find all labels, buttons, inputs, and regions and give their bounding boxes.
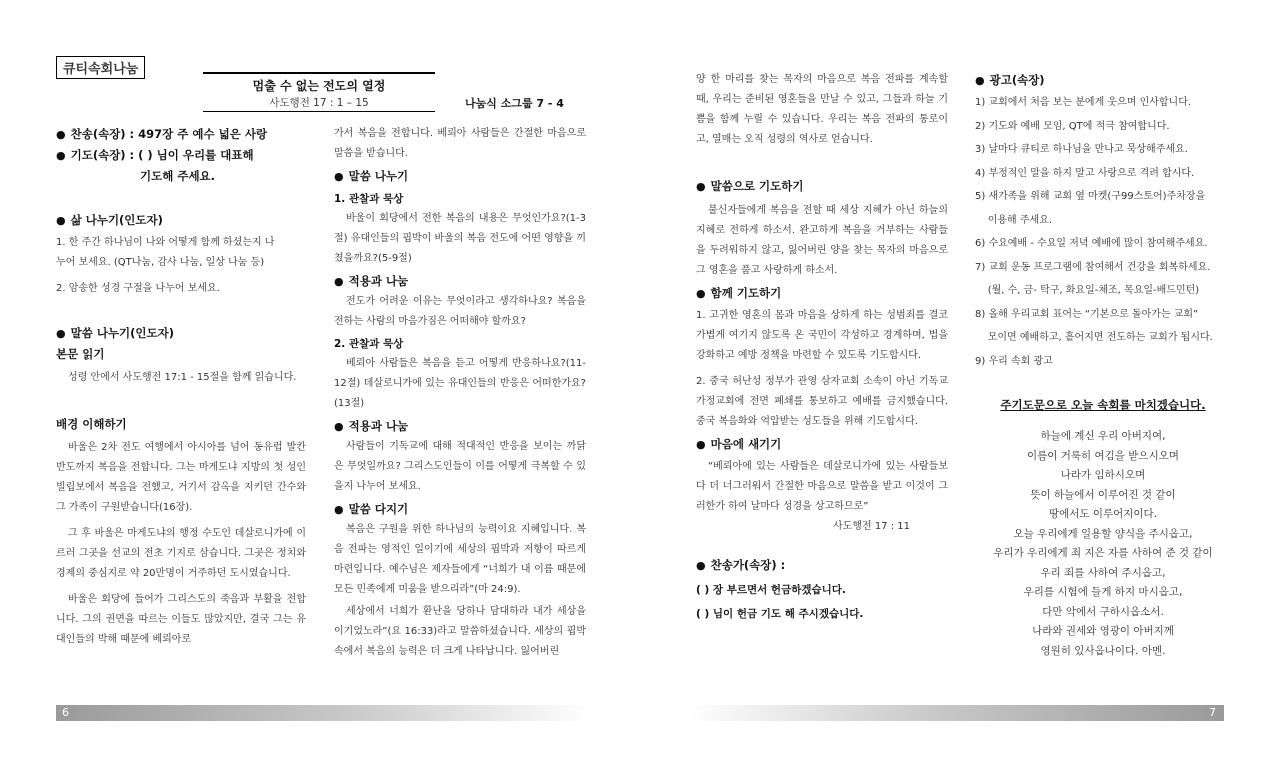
lords-prayer-line: 우리가 우리에게 죄 지은 자를 사하여 준 것 같이 <box>993 547 1213 559</box>
background-heading: 배경 이해하기 <box>56 417 127 431</box>
lords-prayer <box>975 427 1231 661</box>
page-header-box <box>56 56 145 79</box>
prayer-line: ● 기도(속장) : ( ) 님이 우리를 대표해 <box>56 145 306 166</box>
lords-prayer-line: 영원히 있사옵나이다. 아멘. <box>1040 644 1166 657</box>
offering-line: ( ) 장 부르면서 헌금하겠습니다. <box>696 584 846 596</box>
application-2-heading: ● 적용과 나눔 <box>334 416 586 437</box>
announcement-item: 7) 교회 운동 프로그램에 참여해서 건강을 회복하세요. <box>975 261 1211 273</box>
word-sharing-heading: ● 말씀 나누기(인도자) <box>56 323 306 344</box>
announcement-item: 9) 우리 속회 광고 <box>975 355 1053 367</box>
scripture-reference: 사도행전 17 : 1 – 15 <box>269 97 369 109</box>
lords-prayer-line: 다만 악에서 구하시옵소서. <box>1042 605 1164 618</box>
commit-paragraph-2: 세상에서 너희가 환난을 당하나 담대하라 내가 세상을 이기었노라”(요 16:33)라고 말씀하셨습니다. 세상의 핍박 속에서 복음의 능력은 더 크게 나타납니다. 잃어버린 <box>334 606 586 657</box>
header-box-label: 큐티속회나눔 <box>63 62 139 77</box>
left-column-2 <box>334 124 586 662</box>
title-bottom-rule <box>203 111 435 112</box>
prayer-topic-1: 1. 고귀한 영혼의 몸과 마음을 상하게 하는 성범죄를 결코 가볍게 여기지 않도록 온 국민이 각성하고 경계하며, 법을 강화하고 예방 정책을 마련할 수 있도록 기도합시다. <box>696 310 948 361</box>
announcement-item: 4) 부정적인 말을 하지 말고 사랑으로 격려 합시다. <box>975 167 1195 179</box>
left-footer-bar <box>56 705 590 721</box>
announcement-item: 3) 날마다 큐티로 하나님을 만나고 묵상해주세요. <box>975 144 1188 155</box>
pray-together-heading: ● 함께 기도하기 <box>696 283 948 304</box>
observation-2-heading: 2. 관찰과 묵상 <box>334 338 404 350</box>
read-text-heading: 본문 읽기 <box>56 347 105 361</box>
announcement-item: 5) 새가족을 위해 교회 옆 마켓(구99스토어)주차장을 <box>975 191 1206 202</box>
lords-prayer-line: 우리 죄를 사하여 주시옵고, <box>1040 566 1166 579</box>
commit-heading: ● 말씀 다지기 <box>334 499 586 520</box>
read-text-body: 성령 안에서 사도행전 17:1 - 15절을 함께 읽습니다. <box>68 372 297 383</box>
heart-heading: ● 마음에 새기기 <box>696 434 948 455</box>
prayer-line-2: 기도해 주세요. <box>140 169 216 183</box>
right-page-number: 7 <box>1209 706 1216 719</box>
right-column-1 <box>696 70 948 624</box>
lords-prayer-line: 이름이 거룩히 여김을 받으시오며 <box>1026 449 1179 462</box>
commit-paragraph-1: 복음은 구원을 위한 하나님의 능력이요 지혜입니다. 복음 전파는 영적인 일이기에 세상의 핍박과 저항이 따르게 마련입니다. 예수님은 제자들에게 “너희가 내 이름 때문에 모든 민족에게 미움을 받으리라”(마 24:9). <box>334 524 586 595</box>
lords-prayer-line: 땅에서도 이루어지이다. <box>1048 508 1158 520</box>
pray-word-heading: ● 말씀으로 기도하기 <box>696 176 948 197</box>
announcement-item: 모이면 예배하고, 흩어지면 전도하는 교회가 됩시다. <box>975 332 1213 343</box>
announcement-item: (월, 수, 금- 탁구, 화요일-체조, 목요일-배드민턴) <box>975 285 1200 296</box>
left-page-number: 6 <box>62 706 69 719</box>
left-column-1 <box>56 124 306 650</box>
application-1-text: 전도가 어려운 이유는 무엇이라고 생각하나요? 복음을 전하는 사람의 마음가짐은 어떠해야 할까요? <box>334 296 586 327</box>
pray-word-text: 불신자들에게 복음을 전할 때 세상 지혜가 아닌 하늘의 지혜로 전하게 하소서. 완고하게 복음을 거부하는 사람들을 두려워하지 않고, 잃어버린 양을 찾는 목자의 마음으로 그 영혼을 품고 사랑하게 하소서. <box>696 205 948 276</box>
page-title: 멈출 수 없는 전도의 열정 <box>252 79 386 93</box>
announcement-item: 6) 수요예배 - 수요일 저녁 예배에 많이 참여해주세요. <box>975 238 1208 249</box>
life-item-1-cont: 누어 보세요. (QT나눔, 감사 나눔, 일상 나눔 등) <box>56 257 265 268</box>
observation-1-text: 바울이 회당에서 전한 복음의 내용은 무엇인가요?(1-3절) 유대인들의 핍박이 바울의 복음 전도에 어떤 영향을 끼쳤을까요?(5-9절) <box>334 213 586 264</box>
background-paragraph-1: 바울은 2차 전도 여행에서 아시아를 넘어 동유럽 발칸반도까지 복음을 전합니다. 그는 마게도냐 지방의 첫 성인 빌립보에서 복음을 전했고, 거기서 감옥을 지키던 간수와 그 가족이 구원받습니다(16장). <box>56 442 306 513</box>
announcement-item: 2) 기도와 예배 모임, QT에 적극 참여합니다. <box>975 120 1170 132</box>
life-item-2: 2. 암송한 성경 구절을 나누어 보세요. <box>56 283 220 294</box>
background-paragraph-3: 바울은 회당에 들어가 그리스도의 죽음과 부활을 전합니다. 그의 권면을 따르는 이들도 많았지만, 결국 그는 유대인들의 박해 때문에 베뢰아로 <box>56 594 306 645</box>
title-top-rule <box>203 72 435 74</box>
offering-prayer-line: ( ) 님이 헌금 기도 해 주시겠습니다. <box>696 608 864 620</box>
hymn-line: ● 찬송(속장) : 497장 주 예수 넓은 사랑 <box>56 124 306 145</box>
closing-heading: 주기도문으로 오늘 속회를 마치겠습니다. <box>1000 398 1206 412</box>
announcement-item: 8) 올해 우리교회 표어는 “기본으로 돌아가는 교회” <box>975 308 1199 320</box>
right-footer-bar <box>690 705 1224 721</box>
col2-intro: 가서 복음을 전합니다. 베뢰아 사람들은 간절한 마음으로 말씀을 받습니다. <box>334 128 586 159</box>
background-paragraph-2: 그 후 바울은 마게도냐의 행정 수도인 데살로니가에 이르러 그곳을 선교의 전초 기지로 삼습니다. 그곳은 정치와 경제의 중심지로 약 20만명이 거주하던 도시였습니다. <box>56 528 306 579</box>
right-column-2 <box>975 70 1231 661</box>
lords-prayer-line: 나라가 임하시오며 <box>1060 469 1146 481</box>
observation-1-heading: 1. 관찰과 묵상 <box>334 193 404 205</box>
announcement-item: 1) 교회에서 처음 보는 분에게 웃으며 인사합니다. <box>975 97 1192 108</box>
memory-verse-ref: 사도행전 17 : 11 <box>833 521 910 532</box>
announcements-list <box>975 93 1231 375</box>
lords-prayer-line: 오늘 우리에게 일용할 양식을 주시옵고, <box>1013 527 1193 540</box>
application-1-heading: ● 적용과 나눔 <box>334 271 586 292</box>
share-heading: ● 말씀 나누기 <box>334 166 586 187</box>
application-2-text: 사람들이 기독교에 대해 적대적인 반응을 보이는 까닭은 무엇일까요? 그리스도인들이 이를 어떻게 극복할 수 있을지 나누어 보세요. <box>334 441 586 492</box>
lords-prayer-line: 뜻이 하늘에서 이루어진 것 같이 <box>1030 488 1176 501</box>
lords-prayer-line: 하늘에 계신 우리 아버지여, <box>1040 430 1166 442</box>
memory-verse: “베뢰아에 있는 사람들은 데살로니가에 있는 사람들보다 더 너그러워서 간절한 마음으로 말씀을 받고 이것이 그러한가 하여 날마다 성경을 상고하므로” <box>696 461 948 512</box>
lords-prayer-line: 우리를 시험에 들게 하지 마시옵고, <box>1023 586 1183 598</box>
announcement-item: 이용해 주세요. <box>975 214 1053 226</box>
life-sharing-heading: ● 삶 나누기(인도자) <box>56 210 306 231</box>
prayer-topic-2: 2. 중국 허난성 정부가 관영 삼자교회 소속이 아닌 기독교 가정교회에 전면 폐쇄를 통보하고 예배를 금지했습니다. 중국 복음화와 억압받는 성도들을 위해 기도합시다. <box>696 376 948 427</box>
col3-intro: 양 한 마리를 찾는 목자의 마음으로 복음 전파를 계속할 때, 우리는 준비된 영혼들을 만날 수 있고, 그들과 하늘 기쁨을 함께 누릴 수 있습니다. 우리는 복음 전파의 통로이고, 열매는 오직 성령의 역사로 얻습니다. <box>696 74 948 145</box>
closing-hymn-heading: ● 찬송가(속장) : <box>696 555 948 576</box>
lords-prayer-line: 나라와 권세와 영광이 아버지께 <box>1032 625 1174 637</box>
group-label: 나눔식 소그룹 7 - 4 <box>465 97 564 110</box>
life-item-1: 1. 한 주간 하나님이 나와 어떻게 함께 하셨는지 나 <box>56 237 275 248</box>
observation-2-text: 베뢰아 사람들은 복음을 듣고 어떻게 반응하나요?(11-12절) 데살로니가에 있는 유대인들의 반응은 어떠한가요?(13절) <box>334 358 586 409</box>
announcements-heading: ● 광고(속장) <box>975 70 1231 91</box>
